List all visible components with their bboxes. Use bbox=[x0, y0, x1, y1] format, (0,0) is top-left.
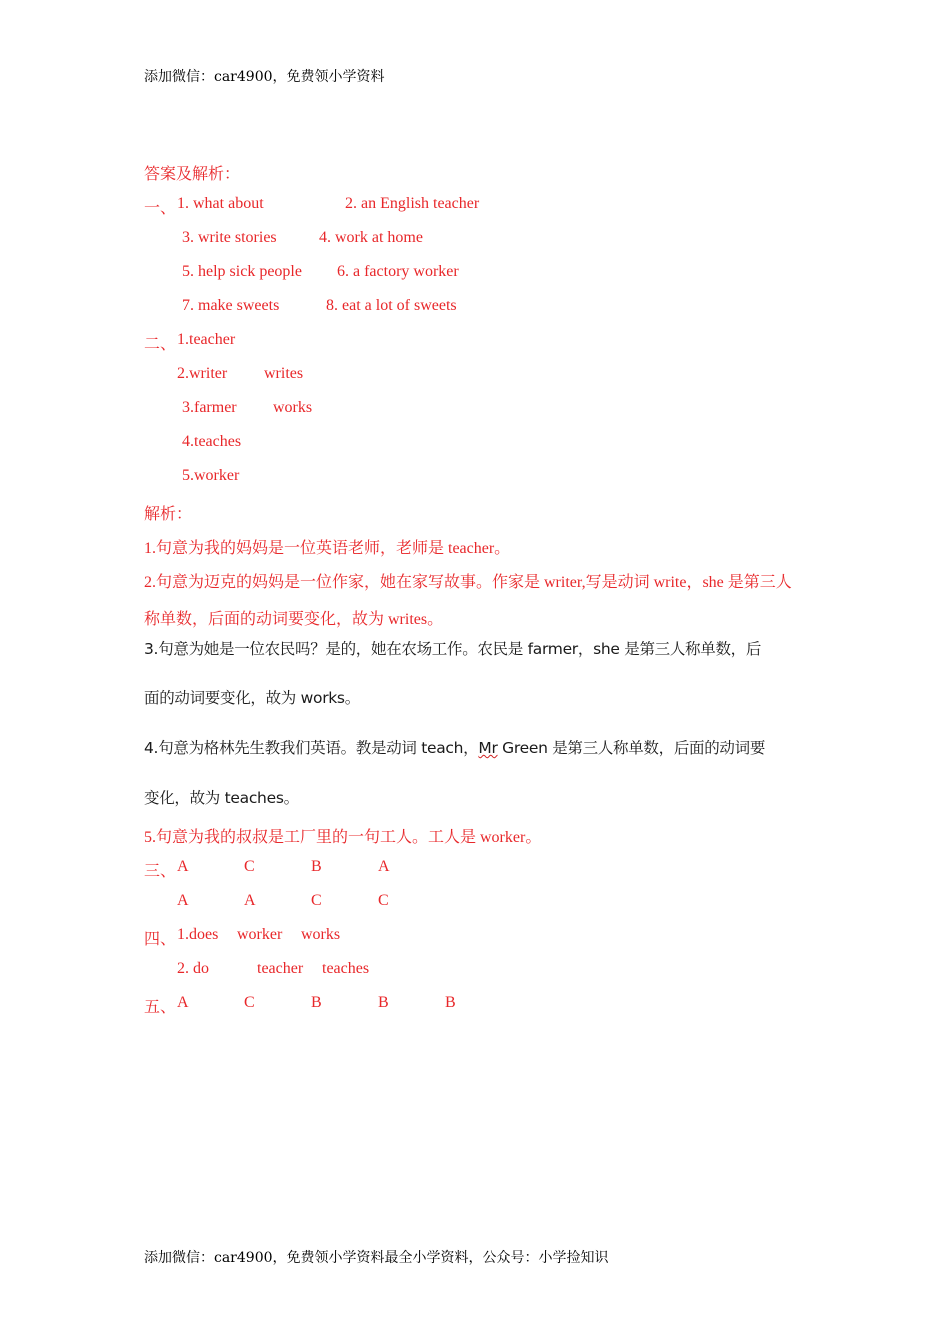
section4-answer: works bbox=[301, 926, 341, 943]
section2-answer: 4.teaches bbox=[182, 433, 242, 450]
section2-label: 二、 bbox=[144, 336, 177, 353]
section5-answer: B bbox=[445, 994, 456, 1011]
section1-item: 2. an English teacher bbox=[345, 195, 480, 212]
page-footer: 添加微信：car4900，免费领小学资料最全小学资料，公众号：小学捡知识 bbox=[144, 1250, 609, 1266]
answers-title: 答案及解析： bbox=[144, 166, 241, 183]
analysis-label: 解析： bbox=[144, 506, 193, 523]
section4-answer: teacher bbox=[257, 960, 304, 977]
analysis-text: 4.句意为格林先生教我们英语。教是动词 teach， bbox=[144, 739, 479, 757]
section3-answer: C bbox=[244, 858, 255, 875]
section2-answer: 2.writer bbox=[177, 365, 228, 382]
section2-answer: 5.worker bbox=[182, 467, 240, 484]
section5-answer: C bbox=[244, 994, 255, 1011]
spellcheck-underline-text: Mr bbox=[478, 739, 498, 757]
section4-answer: 2. do bbox=[177, 960, 209, 977]
section3-answer: C bbox=[378, 892, 389, 909]
analysis-paragraph: 3.句意为她是一位农民吗？是的，她在农场工作。农民是 farmer，she 是第三人称单数，后 bbox=[144, 640, 762, 658]
analysis-paragraph: 面的动词要变化，故为 works。 bbox=[144, 689, 360, 707]
section1-item: 8. eat a lot of sweets bbox=[326, 297, 457, 314]
section3-answer: B bbox=[311, 858, 322, 875]
section1-item: 1. what about bbox=[177, 195, 264, 212]
analysis-paragraph: 5.句意为我的叔叔是工厂里的一句工人。工人是 worker。 bbox=[144, 829, 542, 846]
section1-label: 一、 bbox=[144, 200, 177, 217]
section2-answer: works bbox=[273, 399, 313, 416]
section1-item: 4. work at home bbox=[319, 229, 423, 246]
analysis-paragraph: 1.句意为我的妈妈是一位英语老师，老师是 teacher。 bbox=[144, 540, 511, 557]
section3-answer: A bbox=[177, 858, 189, 875]
section1-item: 6. a factory worker bbox=[337, 263, 459, 280]
section2-answer: 1.teacher bbox=[177, 331, 236, 348]
section3-answer: A bbox=[378, 858, 390, 875]
section4-answer: teaches bbox=[322, 960, 370, 977]
section2-answer: writes bbox=[264, 365, 304, 382]
section5-answer: A bbox=[177, 994, 189, 1011]
section3-label: 三、 bbox=[144, 863, 177, 880]
analysis-paragraph: 称单数，后面的动词要变化，故为 writes。 bbox=[144, 611, 444, 628]
section1-item: 7. make sweets bbox=[182, 297, 280, 314]
section1-item: 5. help sick people bbox=[182, 263, 302, 280]
analysis-paragraph: 2.句意为迈克的妈妈是一位作家，她在家写故事。作家是 writer,写是动词 write，she 是第三人 bbox=[144, 574, 792, 591]
section1-item: 3. write stories bbox=[182, 229, 277, 246]
analysis-text: Green 是第三人称单数，后面的动词要 bbox=[497, 739, 766, 757]
section2-answer: 3.farmer bbox=[182, 399, 237, 416]
section5-answer: B bbox=[311, 994, 322, 1011]
analysis-paragraph: 变化，故为 teaches。 bbox=[144, 789, 299, 807]
section5-label: 五、 bbox=[144, 999, 177, 1016]
section3-answer: A bbox=[177, 892, 189, 909]
section4-answer: worker bbox=[237, 926, 283, 943]
section3-answer: C bbox=[311, 892, 322, 909]
section5-answer: B bbox=[378, 994, 389, 1011]
section4-answer: 1.does bbox=[177, 926, 219, 943]
section4-label: 四、 bbox=[144, 931, 177, 948]
section3-answer: A bbox=[244, 892, 256, 909]
page-header: 添加微信：car4900，免费领小学资料 bbox=[144, 69, 385, 85]
analysis-paragraph bbox=[144, 736, 765, 758]
